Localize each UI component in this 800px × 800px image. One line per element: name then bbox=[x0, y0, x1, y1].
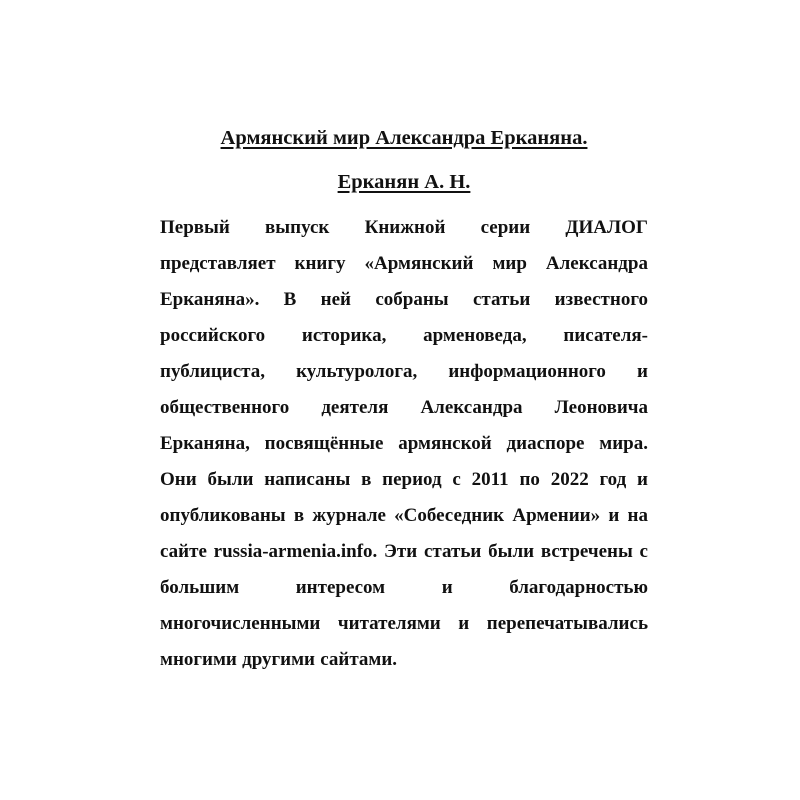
book-description: Первый выпуск Книжной серии ДИАЛОГ представляет книгу «Армянский мир Александра Ерканяна». В ней собраны статьи известного российского историка, арменоведа, писателя-публициста, культуролога, информационного и общественного деятеля Александра Леоновича Ерканяна, посвящённые армянской диаспоре мира. Они были написаны в период с 2011 по 2022 год и опубликованы в журнале «Собеседник Армении» и на сайте russia-armenia.info. Эти статьи были встречены с большим интересом и благодарностью многочисленными читателями и перепечатывались многими другими сайтами. bbox=[160, 217, 648, 670]
document-content bbox=[160, 118, 648, 678]
book-author: Ерканян А. Н. bbox=[337, 171, 471, 193]
book-title: Армянский мир Александра Ерканяна. bbox=[220, 127, 588, 149]
